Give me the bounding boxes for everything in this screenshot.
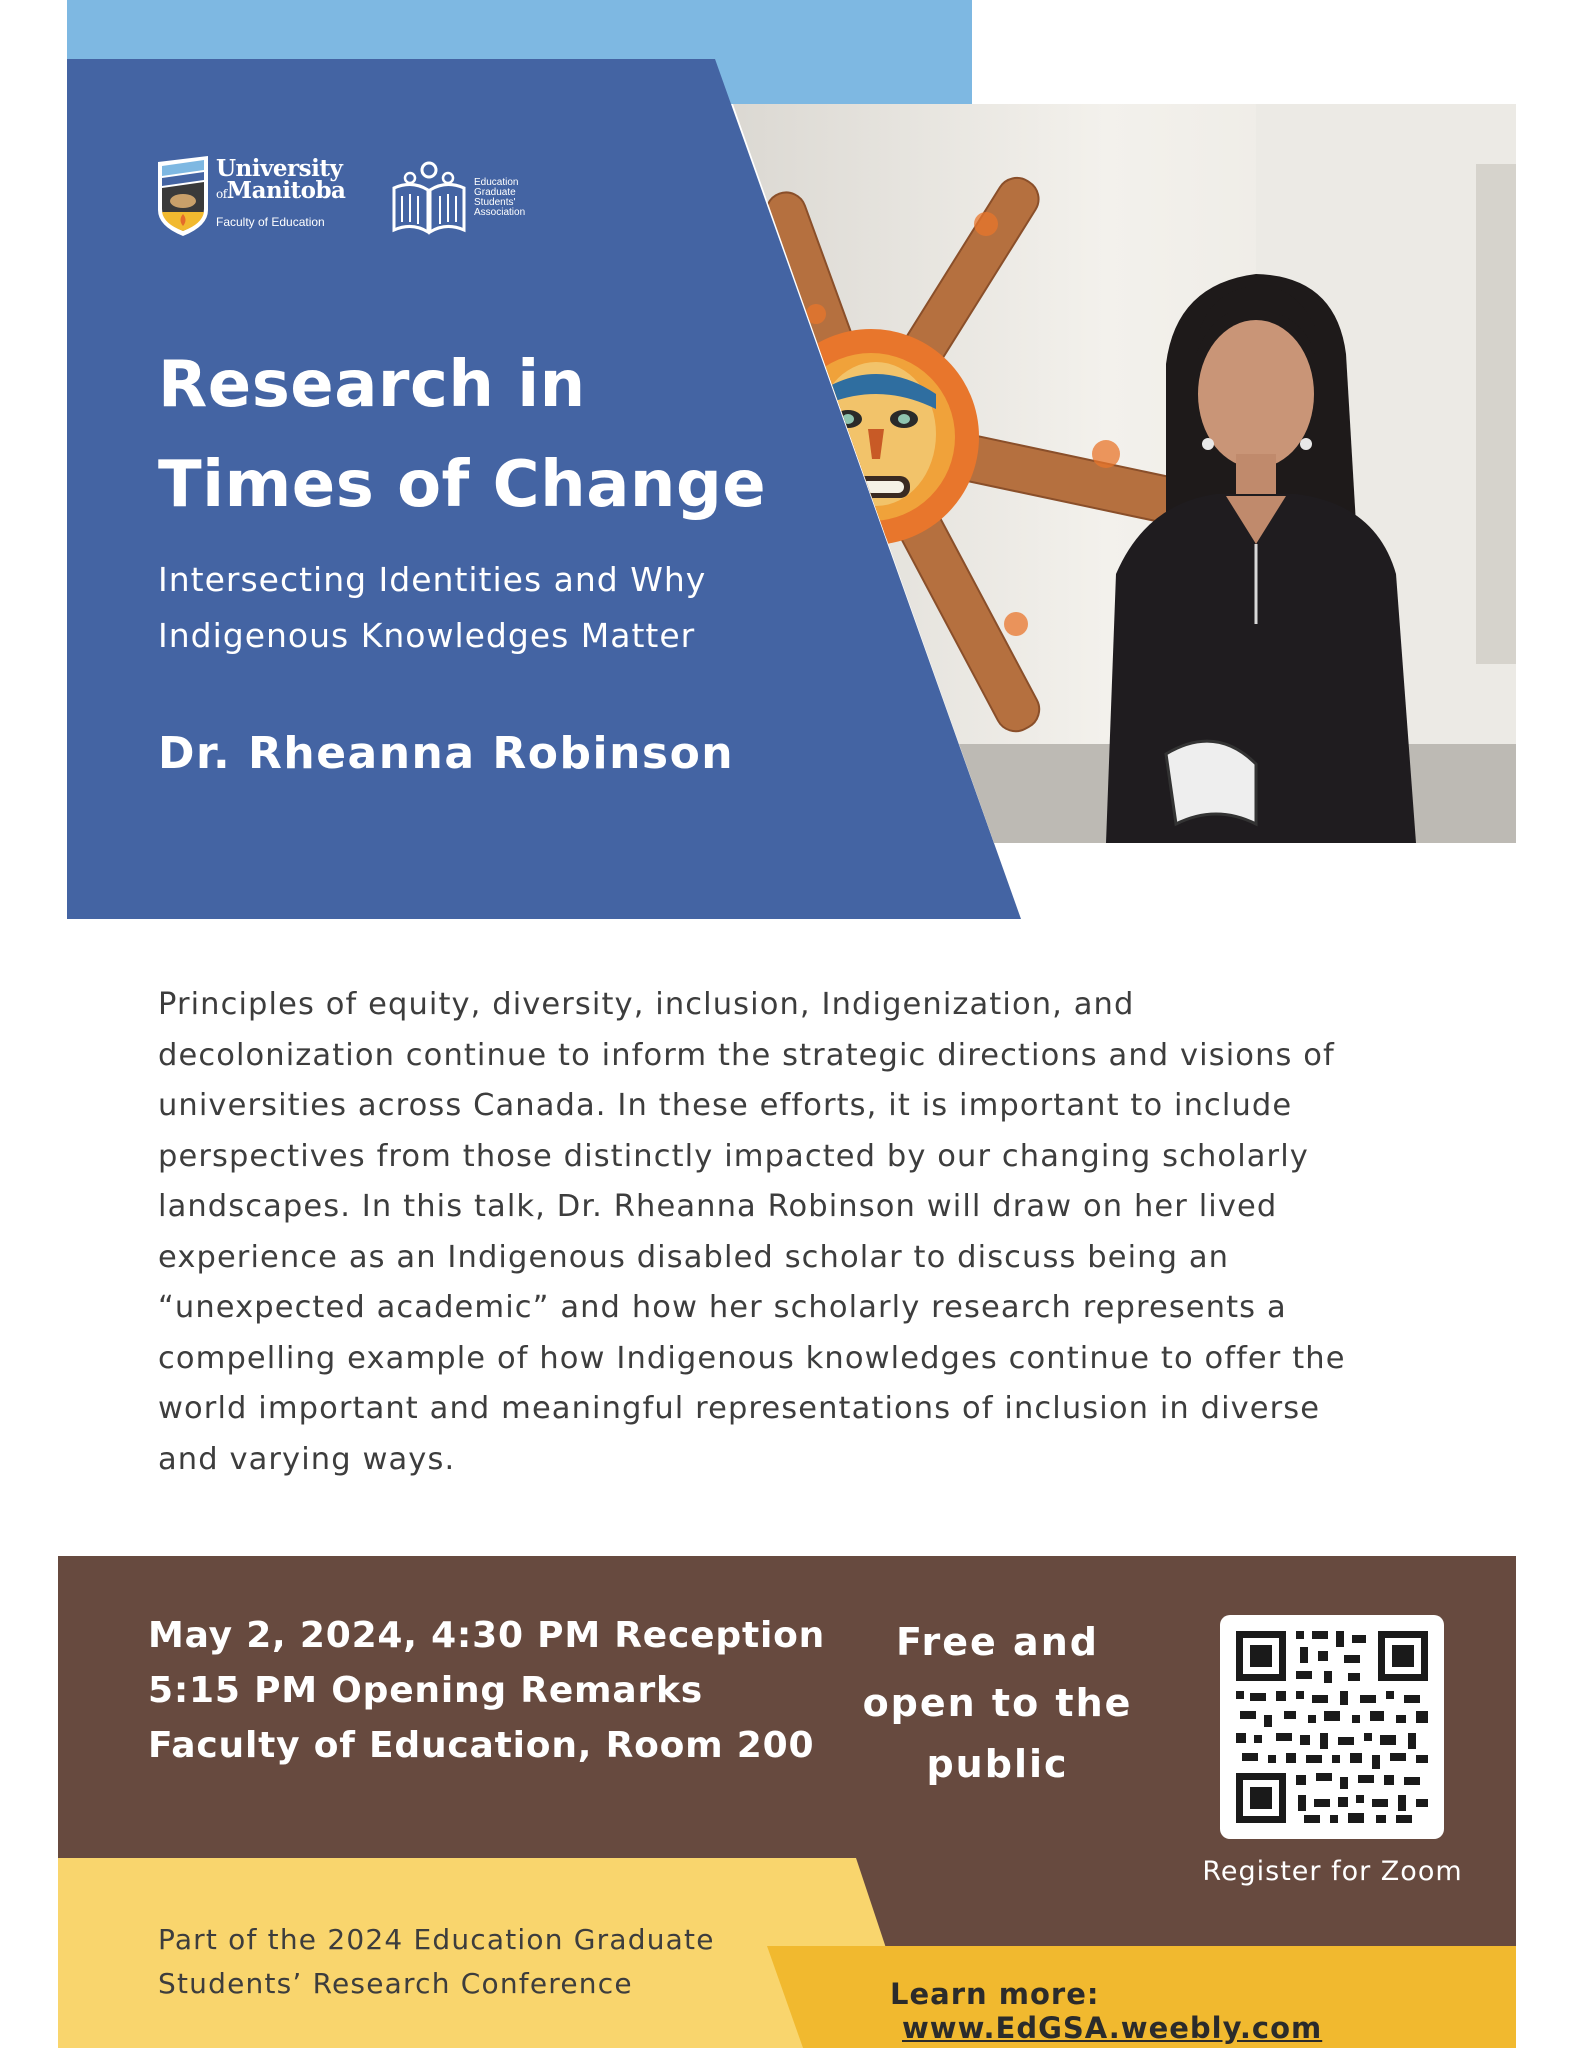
event-date-time: May 2, 2024, 4:30 PM Reception	[148, 1615, 826, 1656]
learn-more	[890, 1977, 1510, 2045]
description-line: compelling example of how Indigenous knowledges continue to offer the	[158, 1340, 1346, 1376]
description-line: landscapes. In this talk, Dr. Rheanna Robinson will draw on her lived	[158, 1189, 1278, 1224]
event-title-line2: Times of Change	[158, 448, 767, 522]
university-wordmark-of: of	[216, 187, 227, 201]
learn-more-label: Learn more:	[890, 1977, 1100, 2011]
event-title	[158, 335, 798, 535]
university-of-manitoba-logo	[156, 154, 356, 244]
admission-note	[855, 1612, 1140, 1795]
egsa-logo	[388, 160, 548, 240]
event-location: Faculty of Education, Room 200	[148, 1725, 815, 1766]
description-line: and varying ways.	[158, 1441, 456, 1477]
university-wordmark-line1: University	[216, 155, 343, 182]
description-line: world important and meaningful representations of inclusion in diverse	[158, 1391, 1321, 1426]
open-book-people-icon	[388, 160, 470, 240]
egsa-wordmark-line: Education	[474, 177, 519, 188]
description-line: decolonization continue to inform the strategic directions and visions of	[158, 1037, 1335, 1073]
university-wordmark	[216, 155, 346, 233]
faculty-of-education-label: Faculty of Education	[216, 215, 325, 229]
event-description	[158, 980, 1428, 1485]
description-line: experience as an Indigenous disabled scholar to discuss being an	[158, 1239, 1230, 1275]
event-subtitle-line2: Indigenous Knowledges Matter	[158, 616, 696, 655]
university-wordmark-line2	[216, 177, 346, 205]
event-subtitle-line1: Intersecting Identities and Why	[158, 560, 707, 599]
conference-note	[158, 1918, 798, 2006]
university-wordmark-manitoba: Manitoba	[226, 177, 346, 204]
event-subtitle	[158, 552, 798, 664]
speaker-name: Dr. Rheanna Robinson	[158, 728, 735, 779]
qr-code-icon	[1220, 1615, 1444, 1839]
event-opening-remarks: 5:15 PM Opening Remarks	[148, 1670, 703, 1711]
university-shield-icon	[156, 154, 210, 238]
egsa-wordmark-line: Graduate	[474, 187, 516, 198]
admission-line: Free and	[896, 1620, 1099, 1664]
qr-caption: Register for Zoom	[1202, 1856, 1463, 1887]
description-line: universities across Canada. In these efforts, it is important to include	[158, 1088, 1293, 1123]
description-line: perspectives from those distinctly impacted by our changing scholarly	[158, 1138, 1309, 1174]
egsa-wordmark	[474, 178, 525, 218]
conference-note-line1: Part of the 2024 Education Graduate	[158, 1923, 715, 1956]
egsa-wordmark-line: Association	[474, 207, 526, 218]
description-line: “unexpected academic” and how her scholarly research represents a	[158, 1290, 1287, 1325]
description-line: Principles of equity, diversity, inclusion, Indigenization, and	[158, 987, 1135, 1022]
egsa-wordmark-line: Students'	[474, 197, 516, 208]
website-link[interactable]: www.EdGSA.weebly.com	[902, 2011, 1323, 2045]
admission-line: public	[926, 1742, 1069, 1786]
admission-line: open to the	[862, 1681, 1133, 1725]
event-title-line1: Research in	[158, 348, 586, 422]
zoom-registration-qr[interactable]	[1220, 1615, 1444, 1839]
conference-note-line2: Students’ Research Conference	[158, 1967, 633, 2000]
event-details	[148, 1608, 848, 1773]
